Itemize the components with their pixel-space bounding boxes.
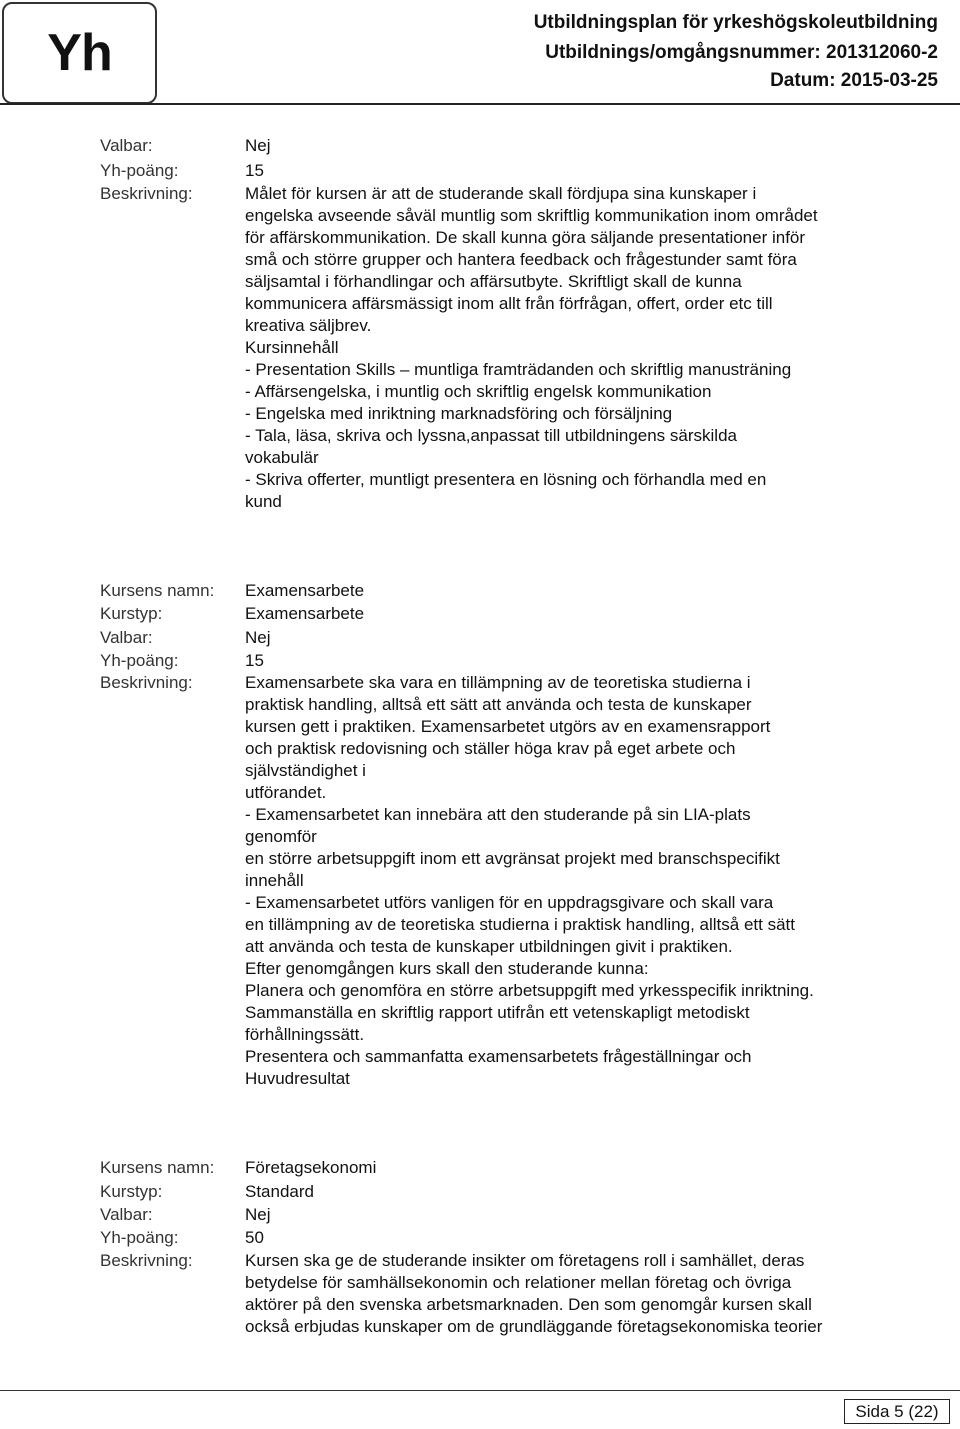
desc-line: Efter genomgången kurs skall den studerande kunna: (245, 959, 649, 978)
course-name-label: Kursens namn: (100, 581, 215, 600)
desc-line: - Examensarbetet utförs vanligen för en uppdragsgivare och skall vara (245, 893, 774, 912)
desc-line: - Affärsengelska, i muntlig och skriftlig engelsk kommunikation (245, 382, 712, 401)
course3-elective-row (100, 1204, 940, 1226)
course1-elective-row (100, 135, 940, 157)
desc-line: - Examensarbetet kan innebära att den studerande på sin LIA-plats (245, 805, 751, 824)
course3-points-row (100, 1227, 940, 1249)
desc-line: utförandet. (245, 783, 327, 802)
course3-description-row (100, 1250, 940, 1338)
course1-elective: Nej (245, 136, 271, 155)
desc-line: - Skriva offerter, muntligt presentera en lösning och förhandla med en (245, 470, 767, 489)
desc-line: genomför (245, 827, 317, 846)
desc-line: engelska avseende såväl muntlig som skriftlig kommunikation inom området (245, 206, 818, 225)
desc-line: en tillämpning av de teoretiska studierna i praktisk handling, alltså ett sätt (245, 915, 795, 934)
desc-line: - Tala, läsa, skriva och lyssna,anpassat till utbildningens särskilda (245, 426, 737, 445)
document-date: Datum: 2015-03-25 (770, 70, 938, 91)
course-type-label: Kurstyp: (100, 604, 163, 623)
points-label: Yh-poäng: (100, 651, 179, 670)
desc-line: Presentera och sammanfatta examensarbetets frågeställningar och (245, 1047, 752, 1066)
desc-line: innehåll (245, 871, 304, 890)
desc-line: och praktisk redovisning och ställer höga krav på eget arbete och (245, 739, 736, 758)
desc-line: - Presentation Skills – muntliga framträdanden och skriftlig manusträning (245, 360, 792, 379)
desc-line: praktisk handling, alltså ett sätt att använda och testa de kunskaper (245, 695, 752, 714)
desc-line: aktörer på den svenska arbetsmarknaden. Den som genomgår kursen skall (245, 1295, 812, 1314)
desc-line: också erbjudas kunskaper om de grundläggande företagsekonomiska teorier (245, 1317, 823, 1336)
course2-elective: Nej (245, 628, 271, 647)
desc-line: säljsamtal i förhandlingar och affärsutbyte. Skriftligt skall de kunna (245, 272, 742, 291)
course2-type-row (100, 603, 940, 625)
desc-line: kommunicera affärsmässigt inom allt från förfrågan, offert, order etc till (245, 294, 773, 313)
header-divider (0, 103, 960, 105)
desc-line: kursen gett i praktiken. Examensarbetet utgörs av en examensrapport (245, 717, 771, 736)
desc-line: Målet för kursen är att de studerande skall fördjupa sina kunskaper i (245, 184, 757, 203)
points-label: Yh-poäng: (100, 161, 179, 180)
course3-type: Standard (245, 1182, 314, 1201)
desc-line: för affärskommunikation. De skall kunna göra säljande presentationer inför (245, 228, 806, 247)
desc-line: Kursinnehåll (245, 338, 339, 357)
course1-points-row (100, 160, 940, 182)
desc-line: kreativa säljbrev. (245, 316, 372, 335)
course3-elective: Nej (245, 1205, 271, 1224)
course3-points: 50 (245, 1228, 264, 1247)
course2-type: Examensarbete (245, 604, 365, 623)
elective-label: Valbar: (100, 628, 153, 647)
desc-line: Planera och genomföra en större arbetsuppgift med yrkesspecifik inriktning. (245, 981, 814, 1000)
desc-line: att använda och testa de kunskaper utbildningen givit i praktiken. (245, 937, 733, 956)
course3-description (245, 1250, 940, 1338)
course2-points: 15 (245, 651, 264, 670)
desc-line: Sammanställa en skriftlig rapport utifrån ett vetenskapligt metodiskt (245, 1003, 750, 1022)
course2-description (245, 672, 940, 1090)
description-label: Beskrivning: (100, 184, 193, 203)
desc-line: Huvudresultat (245, 1069, 350, 1088)
desc-line: självständighet i (245, 761, 366, 780)
desc-line: kund (245, 492, 282, 511)
elective-label: Valbar: (100, 136, 153, 155)
description-label: Beskrivning: (100, 1251, 193, 1270)
desc-line: små och större grupper och hantera feedback och frågestunder samt föra (245, 250, 797, 269)
course-name-label: Kursens namn: (100, 1158, 215, 1177)
course2-description-row (100, 672, 940, 1090)
points-label: Yh-poäng: (100, 1228, 179, 1247)
course-type-label: Kurstyp: (100, 1182, 163, 1201)
footer-divider (0, 1390, 960, 1391)
desc-line: betydelse för samhällsekonomin och relationer mellan företag och övriga (245, 1273, 792, 1292)
desc-line: Kursen ska ge de studerande insikter om företagens roll i samhället, deras (245, 1251, 805, 1270)
desc-line: - Engelska med inriktning marknadsföring och försäljning (245, 404, 673, 423)
course2-name: Examensarbete (245, 581, 365, 600)
elective-label: Valbar: (100, 1205, 153, 1224)
course1-description-row (100, 183, 940, 513)
page-number: Sida 5 (22) (844, 1399, 950, 1424)
document-title: Utbildningsplan för yrkeshögskoleutbildning (533, 12, 938, 33)
course1-points: 15 (245, 161, 264, 180)
desc-line: en större arbetsuppgift inom ett avgränsat projekt med branschspecifikt (245, 849, 780, 868)
course2-name-row (100, 580, 940, 602)
desc-line: förhållningssätt. (245, 1025, 365, 1044)
course3-name: Företagsekonomi (245, 1158, 377, 1177)
desc-line: vokabulär (245, 448, 319, 467)
course2-points-row (100, 650, 940, 672)
description-label: Beskrivning: (100, 673, 193, 692)
course1-description (245, 183, 940, 513)
course3-name-row (100, 1157, 940, 1179)
program-number: Utbildnings/omgångsnummer: 201312060-2 (545, 42, 938, 63)
desc-line: Examensarbete ska vara en tillämpning av de teoretiska studierna i (245, 673, 751, 692)
course2-elective-row (100, 627, 940, 649)
yh-logo: Yh (2, 2, 157, 104)
course3-type-row (100, 1181, 940, 1203)
